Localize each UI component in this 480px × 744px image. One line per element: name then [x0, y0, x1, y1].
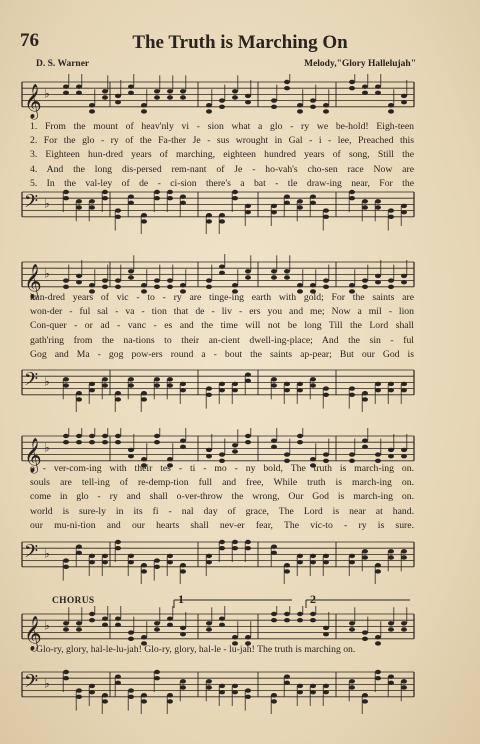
lyrics-block-1 [30, 120, 414, 191]
svg-text:𝄞: 𝄞 [24, 616, 42, 650]
chorus-label: CHORUS [52, 596, 95, 606]
svg-text:𝄢: 𝄢 [24, 670, 39, 696]
chorus-bass-staff [0, 664, 480, 714]
hymn-author: D. S. Warner [36, 59, 90, 69]
svg-text:𝄞: 𝄞 [24, 264, 42, 298]
svg-text:𝄞: 𝄞 [24, 84, 42, 118]
lyric-verse-3: Con-quer - or ad - vanc - es and the time will not be long Till the Lord shall [30, 320, 414, 332]
lyric-verse-5: Gog and Ma - gog pow-ers round a - bout the saints ap-pear; But our God is [30, 348, 414, 360]
lyric-verse-2: 2. For the glo - ry of the Fa-ther Je - sus wrought in Gal - i - lee, Preached this [30, 135, 414, 147]
lyric-verse-4: world is sure-ly in its fi - nal day of grace, The Lord is near at hand. [30, 505, 414, 517]
hymn-title: The Truth is Marching On [132, 32, 348, 53]
svg-text:♭: ♭ [44, 196, 50, 211]
svg-text:𝄢: 𝄢 [24, 190, 39, 216]
svg-text:♭: ♭ [44, 440, 50, 455]
chorus-ending-2: 2 [310, 592, 316, 606]
bass-staff-1 [0, 184, 480, 234]
lyric-verse-5: 5. In the val-ley of de - ci-sion there's a bat - tle draw-ing near, For the [30, 177, 414, 189]
bass-staff-2 [0, 362, 480, 412]
svg-text:♭: ♭ [44, 546, 50, 561]
svg-text:♭: ♭ [44, 618, 50, 633]
lyrics-block-3 [30, 462, 414, 533]
bass-staff-3 [0, 534, 480, 584]
lyric-verse-1: 1. From the mount of heav'nly vi - sion what a glo - ry we be-hold! Eigh-teen [30, 121, 414, 132]
treble-staff-1 [0, 74, 480, 124]
lyric-verse-4: 4. And the long dis-persed rem-nant of Je - ho-vah's cho-sen race Now are [30, 163, 414, 175]
svg-text:♭: ♭ [44, 266, 50, 281]
svg-text:𝄞: 𝄞 [24, 438, 42, 472]
lyric-verse-4: gath'ring from the na-tions to their an-cient dwell-ing-place; And the sin - ful [30, 334, 414, 346]
lyric-verse-2: won-der - ful sal - va - tion that de - liv - ers you and me; Now a mil - lion [30, 306, 414, 318]
svg-text:♭: ♭ [44, 374, 50, 389]
svg-text:𝄢: 𝄢 [24, 368, 39, 394]
hymn-melody: Melody,"Glory Hallelujah" [304, 59, 416, 69]
lyric-verse-1: o - ver-com-ing with their tes - ti - mo - ny bold, The truth is march-ing on. [30, 463, 414, 474]
lyric-verse-3: 3. Eighteen hun-dred years of marching, eighteen hundred years of song, Still the [30, 149, 414, 161]
lyric-verse-3: come in glo - ry and shall o-ver-throw the wrong, Our God is march-ing on. [30, 491, 414, 503]
chorus-lyric: Glo-ry, glory, hal-le-lu-jah! Glo-ry, glory, hal-le - lu-jah! The truth is marching on. [36, 644, 356, 655]
lyric-verse-5: our mu-ni-tion and our hearts shall nev-er fear, The vic-to - ry is sure. [30, 519, 414, 531]
svg-text:♭: ♭ [44, 86, 50, 101]
hymn-number: 76 [20, 30, 39, 51]
svg-text:♭: ♭ [44, 676, 50, 691]
lyric-verse-2: souls are tell-ing of re-demp-tion full and free, While truth is march-ing on. [30, 477, 414, 489]
lyrics-block-2 [30, 291, 414, 362]
chorus-ending-1: 1 [178, 592, 184, 606]
svg-text:𝄢: 𝄢 [24, 540, 39, 566]
lyric-verse-1: hun-dred years of vic - to - ry are tinge-ing earth with gold; For the saints are [30, 292, 414, 303]
